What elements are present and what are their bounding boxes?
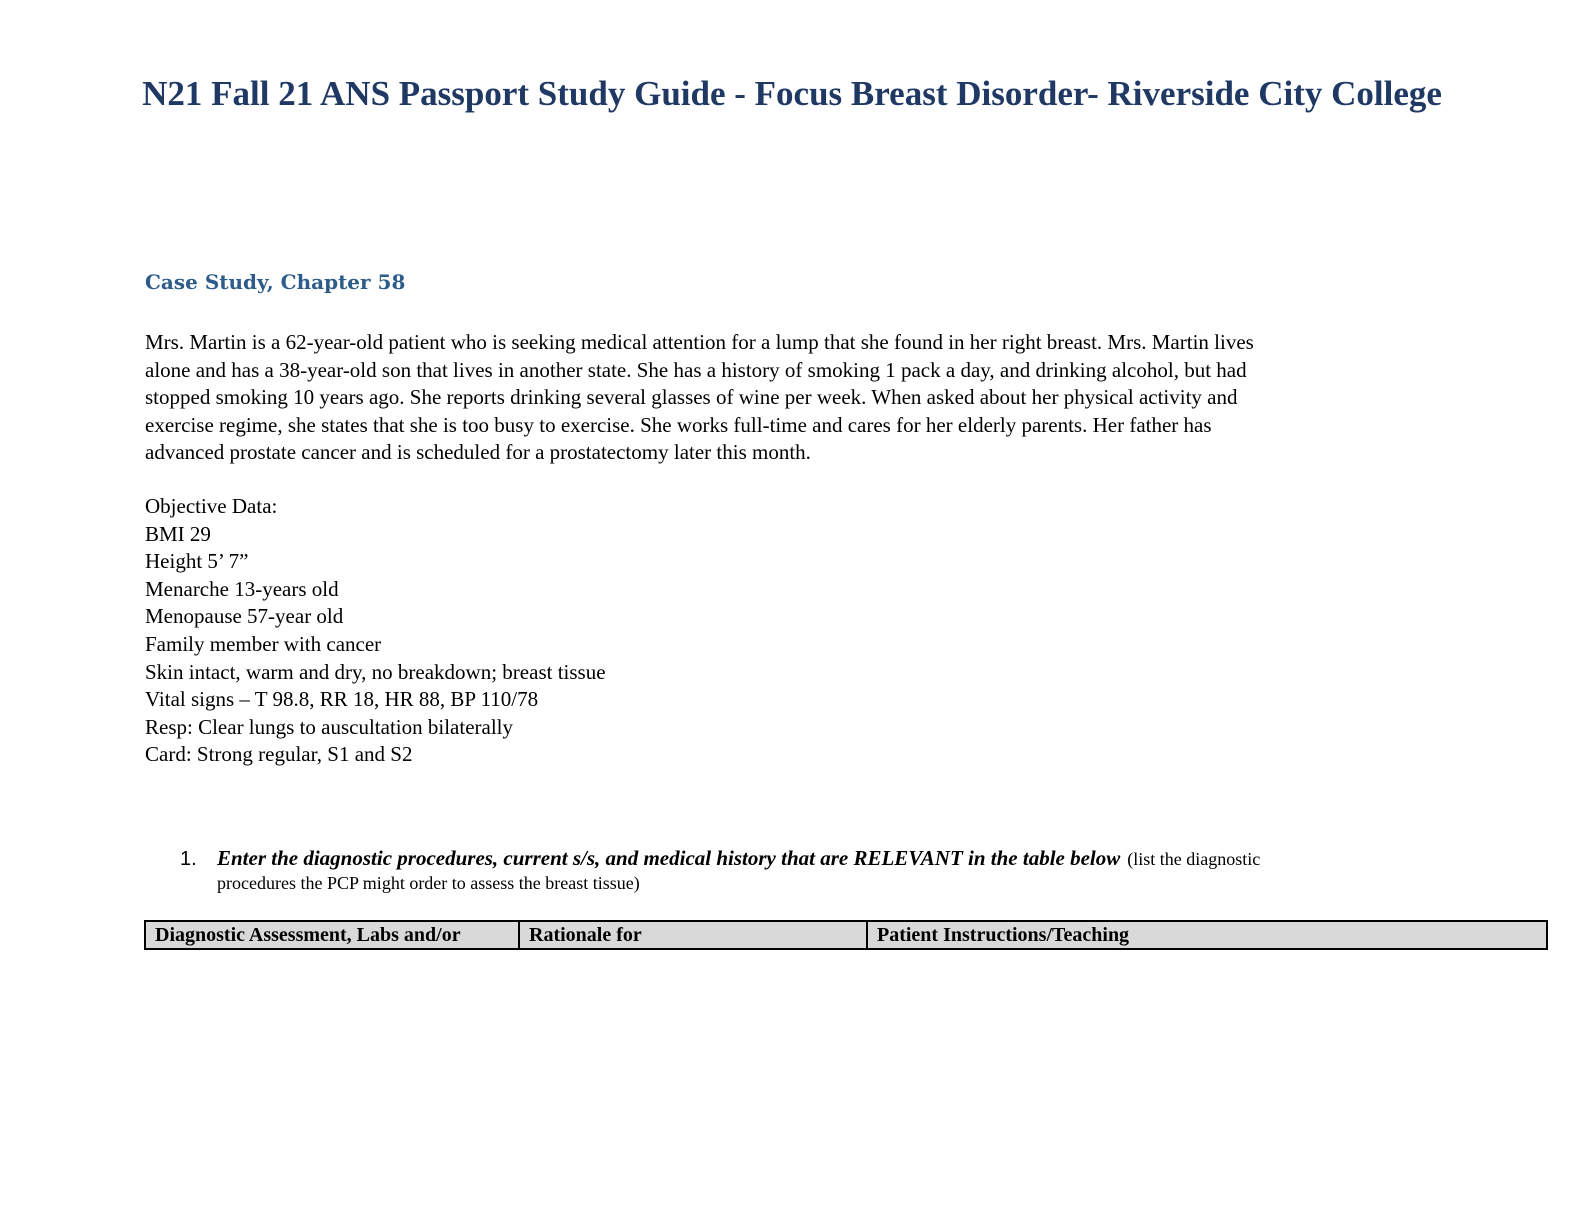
narrative-line: stopped smoking 10 years ago. She reports drinking several glasses of wine per week. When asked about her physical activity and (145, 385, 1238, 410)
objective-data-item: Menopause 57-year old (145, 604, 344, 629)
narrative-line: alone and has a 38-year-old son that lives in another state. She has a history of smoking 1 pack a day, and drinking alcohol, but had (145, 357, 1247, 382)
objective-data-item: Card: Strong regular, S1 and S2 (145, 742, 413, 767)
objective-data-item: BMI 29 (145, 521, 211, 546)
column-header-diagnostic-assessment: Diagnostic Assessment, Labs and/or (155, 924, 461, 946)
column-header-patient-instructions: Patient Instructions/Teaching (866, 922, 1546, 948)
diagnostic-table-header (144, 920, 1548, 950)
objective-data-list (145, 493, 606, 769)
narrative-line: Mrs. Martin is a 62-year-old patient who is seeking medical attention for a lump that she found in her right breast. Mrs. Martin lives (145, 330, 1254, 354)
objective-data-item: Skin intact, warm and dry, no breakdown; breast tissue (145, 659, 606, 684)
objective-data-item: Height 5’ 7” (145, 549, 249, 574)
document-title: N21 Fall 21 ANS Passport Study Guide - Focus Breast Disorder- Riverside City College (142, 74, 1442, 113)
narrative-line: advanced prostate cancer and is scheduled for a prostatectomy later this month. (145, 440, 811, 465)
objective-data-item: Menarche 13-years old (145, 576, 339, 601)
question-note-continued: procedures the PCP might order to assess the breast tissue) (217, 873, 640, 893)
question-note: (list the diagnostic (1127, 849, 1261, 869)
objective-data-heading: Objective Data: (145, 494, 278, 518)
question-number: 1. (180, 848, 197, 870)
question-1 (180, 846, 1410, 895)
narrative-line: exercise regime, she states that she is too busy to exercise. She works full-time and cares for her elderly parents. Her father has (145, 412, 1212, 437)
case-narrative (145, 329, 1415, 467)
objective-data-item: Vital signs – T 98.8, RR 18, HR 88, BP 110/78 (145, 687, 539, 712)
objective-data-item: Resp: Clear lungs to auscultation bilaterally (145, 714, 514, 739)
case-study-heading: Case Study, Chapter 58 (145, 270, 406, 294)
question-prompt: Enter the diagnostic procedures, current s/s, and medical history that are RELEVANT in the table below (217, 846, 1121, 870)
column-header-rationale: Rationale for (518, 922, 866, 948)
objective-data-item: Family member with cancer (145, 631, 382, 656)
